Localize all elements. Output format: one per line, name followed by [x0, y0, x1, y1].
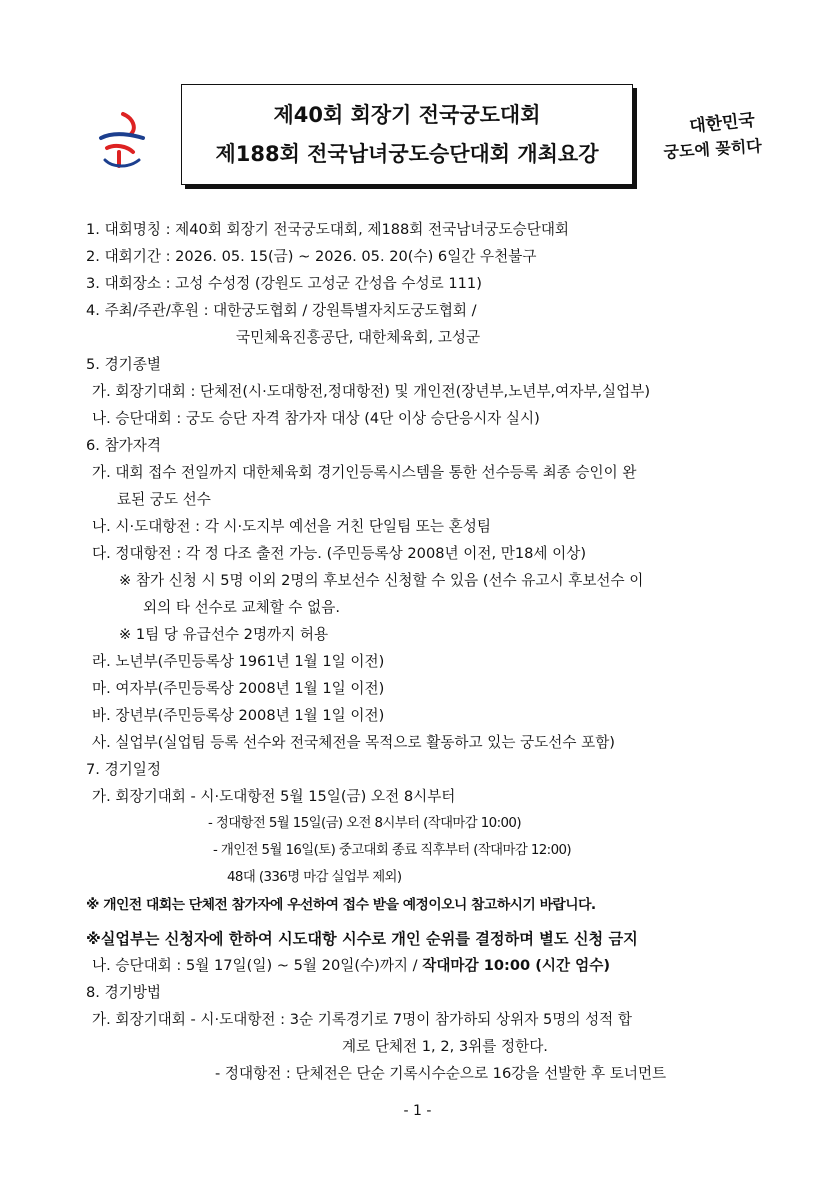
archery-logo-icon [93, 108, 151, 172]
slogan-calligraphy-icon [660, 108, 765, 170]
item-7-individual-cap: 48대 (336명 마감 실업부 제외) [227, 870, 402, 885]
slogan-line-2: 궁도에 꽂히다 [662, 136, 763, 162]
item-7-ga: 가. 회장기대회 - 시·도대항전 5월 15일(금) 오전 8시부터 [92, 788, 456, 805]
item-7-individual-schedule: - 개인전 5월 16일(토) 중고대회 종료 직후부터 (작대마감 12:00) [213, 843, 572, 858]
item-8-ga: 가. 회장기대회 - 시·도대항전 : 3순 기록경기로 7명이 참가하되 상위자 5명의 성적 합 [92, 1011, 633, 1028]
notice-individual-priority: ※ 개인전 대회는 단체전 참가자에 우선하여 접수 받을 예정이오니 참고하시기 바랍니다. [86, 897, 596, 913]
item-6-note-2: ※ 1팀 당 유급선수 2명까지 허용 [119, 626, 329, 643]
item-7-team-schedule: - 정대항전 5월 15일(금) 오전 8시부터 (작대마감 10:00) [208, 816, 521, 831]
item-3-venue: 3. 대회장소 : 고성 수성정 (강원도 고성군 간성읍 수성로 111) [86, 275, 482, 292]
item-6-ra: 라. 노년부(주민등록상 1961년 1월 1일 이전) [92, 653, 385, 670]
item-6-ba: 바. 장년부(주민등록상 2008년 1월 1일 이전) [92, 707, 385, 724]
item-6-heading: 6. 참가자격 [86, 437, 161, 454]
title-line-2: 제188회 전국남녀궁도승단대회 개최요강 [215, 142, 599, 166]
item-5-heading: 5. 경기종별 [86, 356, 161, 373]
item-7-heading: 7. 경기일정 [86, 761, 161, 778]
page-number: - 1 - [403, 1103, 432, 1119]
item-8-team-method: - 정대항전 : 단체전은 단순 기록시수순으로 16강을 선발한 후 토너먼트 [215, 1065, 667, 1082]
item-7-na-text: 나. 승단대회 : 5월 17일(일) ~ 5월 20일(수)까지 / [92, 957, 423, 974]
item-7-na [92, 956, 610, 976]
item-6-note-1: ※ 참가 신청 시 5명 이외 2명의 후보선수 신청할 수 있음 (선수 유고시 후보선수 이 [119, 572, 644, 589]
item-6-note-1-cont: 외의 타 선수로 교체할 수 없음. [143, 599, 341, 616]
item-6-ma: 마. 여자부(주민등록상 2008년 1월 1일 이전) [92, 680, 385, 697]
item-4-hosts-cont: 국민체육진흥공단, 대한체육회, 고성군 [236, 329, 481, 346]
item-8-heading: 8. 경기방법 [86, 984, 161, 1001]
title-box [181, 84, 633, 185]
item-4-hosts: 4. 주최/주관/후원 : 대한궁도협회 / 강원특별자치도궁도협회 / [86, 302, 477, 319]
item-6-na: 나. 시·도대항전 : 각 시·도지부 예선을 거친 단일팀 또는 혼성팀 [92, 518, 491, 535]
logo-left-text: 활 [93, 108, 94, 109]
item-6-ga: 가. 대회 접수 전일까지 대한체육회 경기인등록시스템을 통한 선수등록 최종 승인이 완 [92, 464, 637, 481]
slogan-line-1: 대한민국 [688, 110, 756, 137]
item-8-ga-cont: 계로 단체전 1, 2, 3위를 정한다. [342, 1038, 548, 1055]
item-1-title: 1. 대회명칭 : 제40회 회장기 전국궁도대회, 제188회 전국남녀궁도승단대회 [86, 221, 570, 238]
title-line-1: 제40회 회장기 전국궁도대회 [273, 103, 541, 127]
item-6-da: 다. 정대항전 : 각 정 다조 출전 가능. (주민등록상 2008년 이전, 만18세 이상) [92, 545, 587, 562]
item-7-na-deadline: 작대마감 10:00 (시간 엄수) [422, 957, 611, 974]
item-6-sa: 사. 실업부(실업팀 등록 선수와 전국체전을 목적으로 활동하고 있는 궁도선수 포함) [92, 734, 615, 751]
item-5-na: 나. 승단대회 : 궁도 승단 자격 참가자 대상 (4단 이상 승단응시자 실시) [92, 410, 540, 427]
item-6-ga-cont: 료된 궁도 선수 [117, 491, 211, 508]
notice-business-division: ※실업부는 신청자에 한하여 시도대항 시수로 개인 순위를 결정하며 별도 신청 금지 [86, 930, 638, 948]
item-2-period: 2. 대회기간 : 2026. 05. 15(금) ~ 2026. 05. 20(수) 6일간 우천불구 [86, 248, 537, 265]
item-5-ga: 가. 회장기대회 : 단체전(시·도대항전,정대항전) 및 개인전(장년부,노년부,여자부,실업부) [92, 383, 651, 400]
